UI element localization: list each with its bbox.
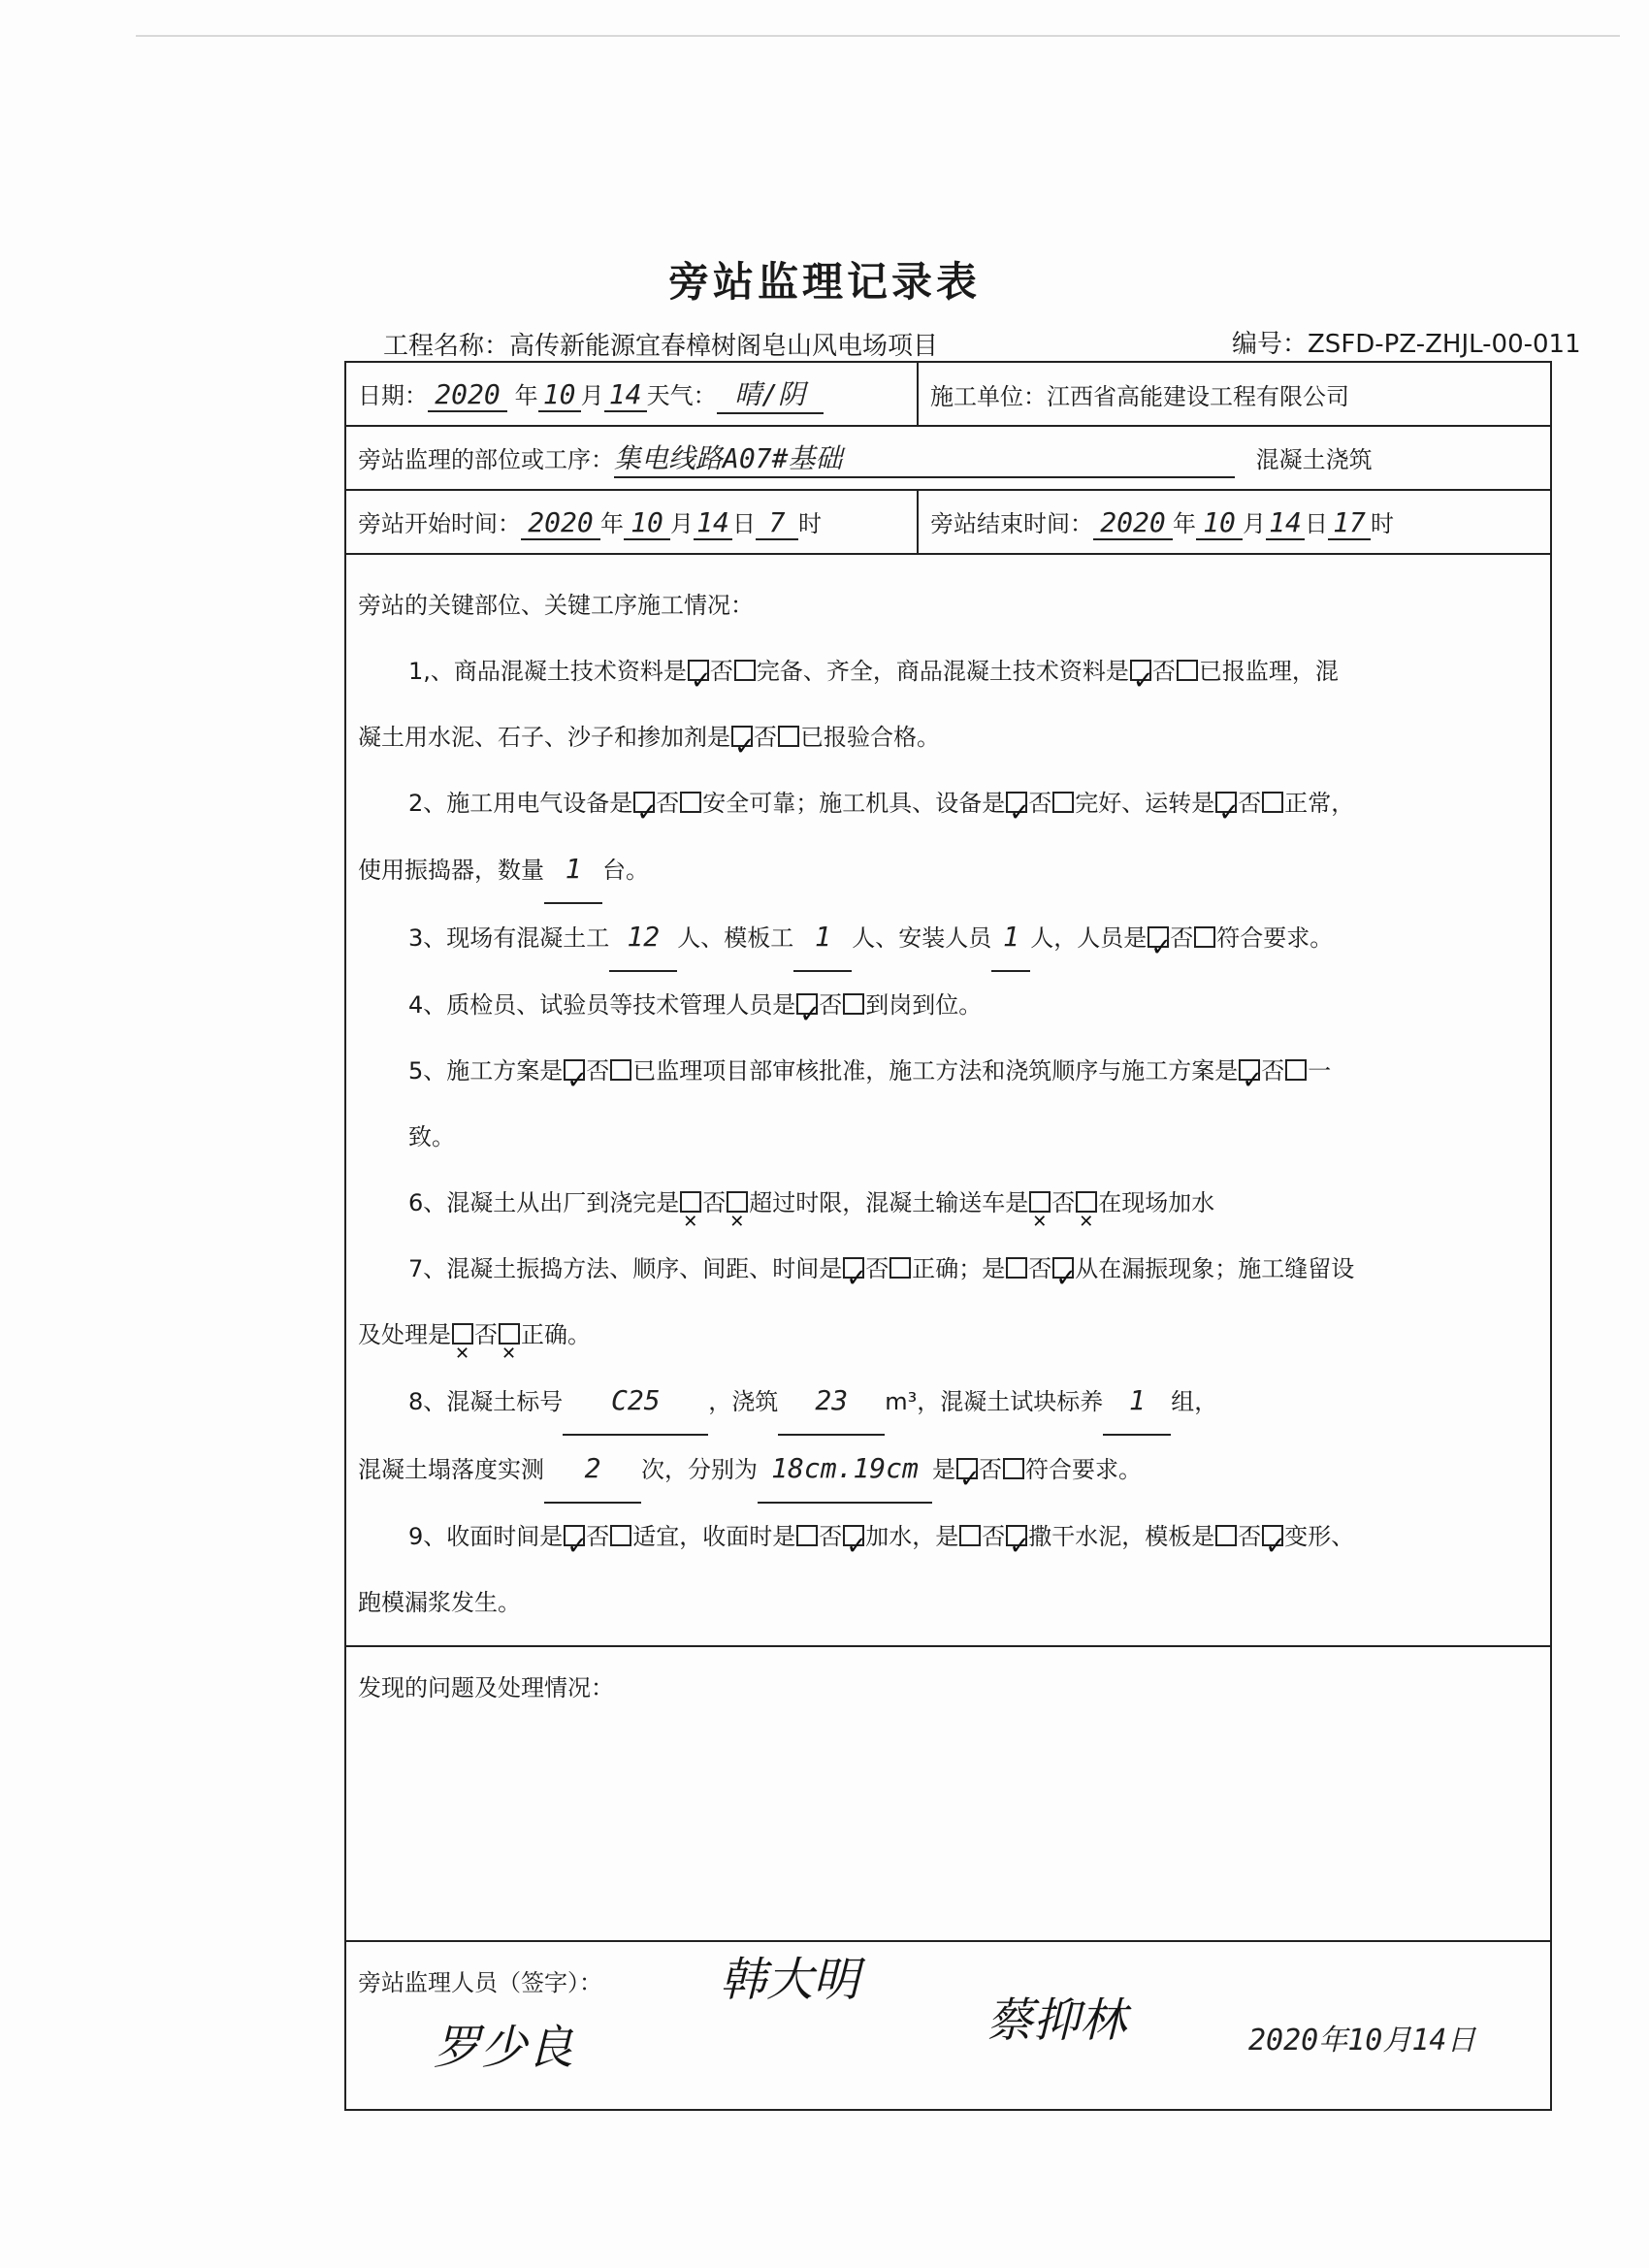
checkbox-yes-checked xyxy=(1215,792,1237,813)
item-5b: 致。 xyxy=(408,1123,455,1150)
checkbox-yes-checked xyxy=(1239,1059,1260,1081)
item-7b: 及处理是✕ 否✕ 正确。 xyxy=(358,1302,1538,1368)
checkbox-yes xyxy=(959,1525,981,1546)
item-2a: 2、施工用电气设备是✓ 否 安全可靠；施工机具、设备是✓ 否 完好、运转是✓ 否 正常， xyxy=(358,770,1538,836)
weather-value: 晴/阴 xyxy=(717,373,824,414)
checkbox-yes xyxy=(1215,1525,1237,1546)
start-month: 10 xyxy=(624,506,670,540)
checkbox-yes xyxy=(796,1525,818,1546)
date-weather-cell xyxy=(345,362,918,426)
end-month: 10 xyxy=(1196,506,1243,540)
checkbox-yes-checked xyxy=(1148,926,1169,948)
end-label: 旁站结束时间： xyxy=(930,509,1093,537)
contractor-label: 施工单位： xyxy=(930,382,1047,410)
part-process-cell xyxy=(345,426,1551,490)
project-name: 工程名称：高传新能源宜春樟树阁皂山风电场项目 xyxy=(383,332,939,361)
checkbox-no xyxy=(1177,660,1198,681)
checkbox-yes-checked xyxy=(843,1257,864,1279)
unit-month: 月 xyxy=(1243,509,1266,537)
item-9b: 跑模漏浆发生。 xyxy=(358,1589,521,1616)
checkbox-no-checked xyxy=(1262,1525,1283,1546)
date-day: 14 xyxy=(604,378,647,412)
process-value: 混凝土浇筑 xyxy=(1255,446,1373,473)
checkbox-no-crossed xyxy=(727,1191,748,1213)
checkbox-yes-crossed xyxy=(452,1323,473,1345)
item-1b: 凝土用水泥、石子、沙子和掺加剂是✓ 否 已报验合格。 xyxy=(358,704,1538,770)
checkbox-yes-checked xyxy=(731,726,753,747)
checkbox-yes-checked xyxy=(1006,792,1027,813)
checkbox-no-checked xyxy=(1052,1257,1074,1279)
unit-day: 日 xyxy=(1305,509,1328,537)
date-year: 2020 xyxy=(428,378,507,412)
issues-cell xyxy=(345,1646,1551,1941)
start-time-cell xyxy=(345,490,918,554)
checkbox-yes-checked xyxy=(796,993,818,1015)
signature-3: 罗少良 xyxy=(434,2021,574,2075)
checkbox-yes-crossed xyxy=(1029,1191,1051,1213)
unit-day: 日 xyxy=(732,509,756,537)
signature-cell xyxy=(345,1941,1551,2110)
checkbox-no xyxy=(1194,926,1215,948)
checkbox-no xyxy=(734,660,756,681)
item-9a: 9、收面时间是✓ 否 适宜，收面时是 否✓ 加水，是 否✓ 撒干水泥，模板是 否✓ 变形、 xyxy=(358,1504,1538,1570)
unit-month: 月 xyxy=(670,509,694,537)
item-1a: 1,、商品混凝土技术资料是✓ 否 完备、齐全，商品混凝土技术资料是✓ 否 已报监理，混 xyxy=(358,638,1538,704)
signature-label: 旁站监理人员（签字）： xyxy=(358,1969,602,1996)
start-hour: 7 xyxy=(756,506,798,540)
item-7a: 7、混凝土振捣方法、顺序、间距、时间是✓ 否 正确；是 否✓ 从在漏振现象；施工缝留设 xyxy=(358,1236,1538,1302)
signature-2: 蔡抑林 xyxy=(986,1993,1127,2048)
checkbox-no xyxy=(680,792,701,813)
item-4: 4、质检员、试验员等技术管理人员是✓ 否 到岗到位。 xyxy=(358,972,1538,1038)
scan-edge-line xyxy=(136,35,1620,37)
month-unit: 月 xyxy=(580,382,604,409)
end-year: 2020 xyxy=(1093,506,1173,540)
contractor-value: 江西省高能建设工程有限公司 xyxy=(1047,382,1349,410)
inspection-items xyxy=(345,554,1551,1646)
checkbox-no-crossed xyxy=(1076,1191,1097,1213)
year-unit: 年 xyxy=(514,382,538,409)
checkbox-no xyxy=(1003,1458,1024,1479)
date-label: 日期： xyxy=(358,382,428,409)
item-6: 6、混凝土从出厂到浇完是✕ 否✕ 超过时限，混凝土输送车是✕ 否✕ 在现场加水 xyxy=(358,1170,1538,1236)
form-title: 旁站监理记录表 xyxy=(667,258,981,306)
checkbox-no xyxy=(610,1525,631,1546)
checkbox-no xyxy=(778,726,799,747)
item-3: 3、现场有混凝土工 12 人、模板工 1 人、安装人员 1 人，人员是✓ 否 符合要求。 xyxy=(358,904,1538,972)
checkbox-no xyxy=(889,1257,911,1279)
end-hour: 17 xyxy=(1328,506,1371,540)
unit-year: 年 xyxy=(600,509,624,537)
checkbox-no-crossed xyxy=(499,1323,520,1345)
unit-hour: 时 xyxy=(798,509,822,537)
weather-label: 天气： xyxy=(646,382,717,409)
checkbox-no xyxy=(843,993,864,1015)
issues-label: 发现的问题及处理情况： xyxy=(358,1674,614,1701)
checkbox-yes-checked xyxy=(1130,660,1151,681)
checkbox-no-checked xyxy=(843,1525,864,1546)
signature-date: 2020年10月14日 xyxy=(1248,2024,1476,2057)
supervision-form xyxy=(344,361,1552,2111)
unit-year: 年 xyxy=(1173,509,1196,537)
checkbox-yes xyxy=(1006,1257,1027,1279)
start-label: 旁站开始时间： xyxy=(358,509,521,537)
form-code: 编号：ZSFD-PZ-ZHJL-00-011 xyxy=(1232,330,1581,359)
checkbox-yes-checked xyxy=(564,1059,585,1081)
start-year: 2020 xyxy=(521,506,600,540)
checkbox-no xyxy=(1262,792,1283,813)
item-5a: 5、施工方案是✓ 否 已监理项目部审核批准，施工方法和浇筑顺序与施工方案是✓ 否 一 xyxy=(358,1038,1538,1104)
unit-hour: 时 xyxy=(1371,509,1394,537)
checkbox-yes-checked xyxy=(956,1458,978,1479)
checkbox-no-checked xyxy=(1006,1525,1027,1546)
checkbox-yes-crossed xyxy=(680,1191,701,1213)
contractor-cell xyxy=(918,362,1551,426)
item-2b: 使用振捣器，数量 1 台。 xyxy=(358,836,1538,904)
checkbox-no xyxy=(610,1059,631,1081)
checkbox-yes-checked xyxy=(633,792,655,813)
checkbox-no xyxy=(1052,792,1074,813)
end-day: 14 xyxy=(1266,506,1305,540)
checkbox-yes-checked xyxy=(688,660,709,681)
items-heading: 旁站的关键部位、关键工序施工情况： xyxy=(358,592,754,619)
item-8b: 混凝土塌落度实测 2 次，分别为 18cm.19cm 是✓ 否 符合要求。 xyxy=(358,1436,1538,1504)
start-day: 14 xyxy=(694,506,732,540)
signature-1: 韩大明 xyxy=(720,1953,860,2007)
item-8a: 8、混凝土标号 C25 ，浇筑 23 m³，混凝土试块标养 1 组， xyxy=(358,1368,1538,1436)
checkbox-yes-checked xyxy=(564,1525,585,1546)
checkbox-no xyxy=(1285,1059,1307,1081)
date-month: 10 xyxy=(538,378,581,412)
part-label: 旁站监理的部位或工序： xyxy=(358,446,614,473)
part-value: 集电线路A07#基础 xyxy=(614,437,1235,478)
end-time-cell xyxy=(918,490,1551,554)
